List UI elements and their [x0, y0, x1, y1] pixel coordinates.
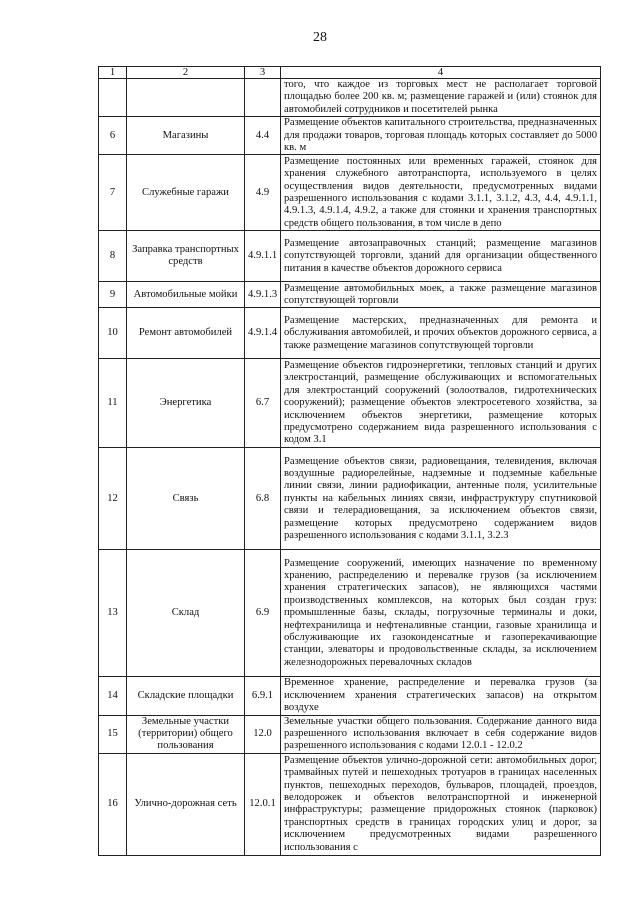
row-number: 14: [99, 677, 127, 715]
row-number: 6: [99, 117, 127, 155]
row-number: 9: [99, 282, 127, 308]
use-type-code: 4.4: [245, 117, 281, 155]
use-type-code: 4.9.1.4: [245, 308, 281, 359]
use-type-name: [127, 79, 245, 117]
use-type-code: 4.9: [245, 155, 281, 231]
header-cell: 1: [99, 67, 127, 79]
row-number: 13: [99, 550, 127, 677]
use-type-code: 6.7: [245, 359, 281, 448]
table-row: [99, 117, 601, 155]
use-type-name: Автомобильные мойки: [127, 282, 245, 308]
use-type-code: 6.8: [245, 448, 281, 550]
row-number: 16: [99, 753, 127, 855]
use-type-name: Улично-дорожная сеть: [127, 753, 245, 855]
use-type-description: Размещение объектов капитального строительства, предназначенных для продажи товаров, торговая площадь которых составляет до 5000 кв. м: [281, 117, 601, 155]
use-type-code: 4.9.1.3: [245, 282, 281, 308]
row-number: 15: [99, 715, 127, 753]
use-type-description: того, что каждое из торговых мест не располагает торговой площадью более 200 кв. м; размещение гаражей и (или) стоянок для автомобилей сотрудников и посетителей рынка: [281, 79, 601, 117]
use-type-name: Связь: [127, 448, 245, 550]
use-type-description: Размещение объектов улично-дорожной сети: автомобильных дорог, трамвайных путей и пешеходных тротуаров в границах населенных пунктов, пешеходных переходов, бульваров, площадей, проездов, велодорожек и объектов велотранспортной и инженерной инфраструктуры; размещение придорожных стоянок (парковок) транспортных средств в границах городских улиц и дорог, за исключением предусмотренных видами разрешенного использования с: [281, 753, 601, 855]
use-type-description: Размещение автозаправочных станций; размещение магазинов сопутствующей торговли, зданий для организации общественного питания в качестве объектов дорожного сервиса: [281, 231, 601, 282]
use-type-description: Размещение автомобильных моек, а также размещение магазинов сопутствующей торговли: [281, 282, 601, 308]
table-row: [99, 677, 601, 715]
table-row: [99, 282, 601, 308]
use-type-code: [245, 79, 281, 117]
header-cell: 4: [281, 67, 601, 79]
row-number: 10: [99, 308, 127, 359]
use-type-code: 4.9.1.1: [245, 231, 281, 282]
use-type-description: Размещение мастерских, предназначенных для ремонта и обслуживания автомобилей, и прочих объектов дорожного сервиса, а также размещение магазинов сопутствующей торговли: [281, 308, 601, 359]
page-number: 28: [313, 30, 327, 45]
row-number: 11: [99, 359, 127, 448]
land-use-table: [98, 66, 601, 856]
use-type-name: Складские площадки: [127, 677, 245, 715]
table-row: [99, 448, 601, 550]
header-cell: 2: [127, 67, 245, 79]
use-type-code: 6.9: [245, 550, 281, 677]
row-number: [99, 79, 127, 117]
use-type-code: 6.9.1: [245, 677, 281, 715]
use-type-name: Склад: [127, 550, 245, 677]
table-row: [99, 715, 601, 753]
use-type-description: Временное хранение, распределение и перевалка грузов (за исключением хранения стратегических запасов) на открытом воздухе: [281, 677, 601, 715]
use-type-name: Энергетика: [127, 359, 245, 448]
table-row: [99, 79, 601, 117]
use-type-name: Земельные участки (территории) общего пользования: [127, 715, 245, 753]
use-type-name: Ремонт автомобилей: [127, 308, 245, 359]
row-number: 8: [99, 231, 127, 282]
row-number: 12: [99, 448, 127, 550]
use-type-description: Размещение сооружений, имеющих назначение по временному хранению, распределению и перевалке грузов (за исключением хранения стратегических запасов), не являющихся частями производственных комплексов, на которых был создан груз: промышленные базы, склады, погрузочные терминалы и доки, нефтехранилища и нефтеналивные станции, газовые хранилища и обслуживающие их газоконденсатные и газоперекачивающие станции, элеваторы и продовольственные склады, за исключением железнодорожных перевалочных складов: [281, 550, 601, 677]
use-type-description: Размещение объектов гидроэнергетики, тепловых станций и других электростанций, размещение обслуживающих и вспомогательных для электростанций сооружений (золоотвалов, гидротехнических сооружений); размещение объектов электросетевого хозяйства, за исключением объектов энергетики, размещение которых предусмотрено содержанием вида разрешенного использования с кодом 3.1: [281, 359, 601, 448]
table-row: [99, 308, 601, 359]
use-type-description: Земельные участки общего пользования. Содержание данного вида разрешенного использования включает в себя содержание видов разрешенного использования с кодами 12.0.1 - 12.0.2: [281, 715, 601, 753]
table-row: [99, 359, 601, 448]
use-type-description: Размещение объектов связи, радиовещания, телевидения, включая воздушные радиорелейные, надземные и подземные кабельные линии связи, линии радиофикации, антенные поля, усилительные пункты на кабельных линиях связи, инфраструктуру спутниковой связи и телерадиовещания, за исключением объектов связи, размещение которых предусмотрено содержанием видов разрешенного использования с кодами 3.1.1, 3.2.3: [281, 448, 601, 550]
use-type-code: 12.0: [245, 715, 281, 753]
header-cell: 3: [245, 67, 281, 79]
use-type-name: Магазины: [127, 117, 245, 155]
row-number: 7: [99, 155, 127, 231]
table-row: [99, 155, 601, 231]
table-row: [99, 550, 601, 677]
table-row: [99, 753, 601, 855]
table-row: [99, 231, 601, 282]
use-type-code: 12.0.1: [245, 753, 281, 855]
table-header-row: [99, 67, 601, 79]
use-type-name: Заправка транспортных средств: [127, 231, 245, 282]
use-type-description: Размещение постоянных или временных гаражей, стоянок для хранения служебного автотранспорта, используемого в целях осуществления видов деятельности, предусмотренных видами разрешенного использования с кодами 3.1.1, 3.1.2, 4.3, 4.4, 4.9.1.1, 4.9.1.3, 4.9.1.4, 4.9.2, а также для стоянки и хранения транспортных средств общего пользования, в том числе в депо: [281, 155, 601, 231]
use-type-name: Служебные гаражи: [127, 155, 245, 231]
